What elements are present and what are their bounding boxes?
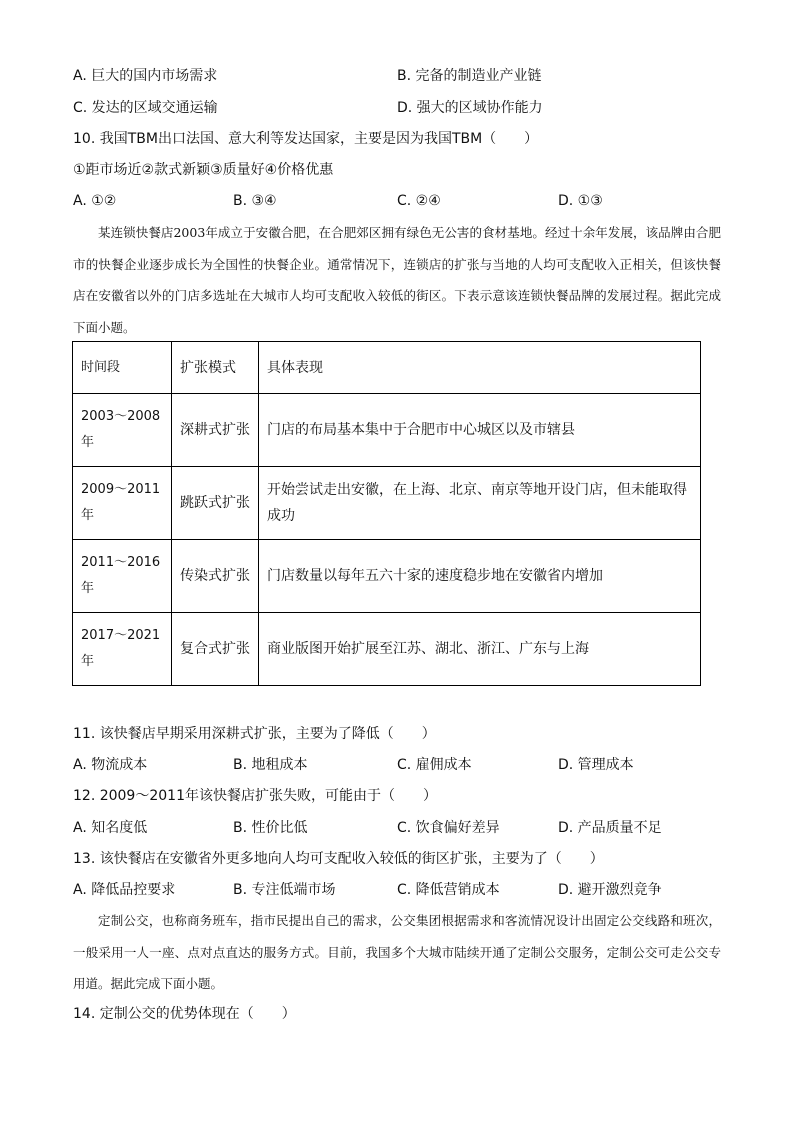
- table-cell-period: 2003～2008年: [73, 394, 172, 467]
- q13-option-d: D. 避开激烈竞争: [558, 882, 662, 898]
- q11-stem: 11. 该快餐店早期采用深耕式扩张，主要为了降低（ ）: [73, 726, 436, 742]
- table-cell-detail: 门店数量以每年五六十家的速度稳步地在安徽省内增加: [259, 540, 701, 613]
- q9-option-b: B. 完备的制造业产业链: [397, 68, 542, 84]
- table-cell-period: 2017～2021年: [73, 613, 172, 686]
- table-cell-mode: 跳跃式扩张: [172, 467, 259, 540]
- q12-option-b: B. 性价比低: [233, 820, 308, 836]
- q9-option-a: A. 巨大的国内市场需求: [73, 68, 218, 84]
- table-header-mode: 扩张模式: [172, 342, 259, 394]
- q10-items: ①距市场近②款式新颖③质量好④价格优惠: [73, 162, 334, 178]
- expansion-table: [72, 341, 701, 686]
- q12-stem: 12. 2009～2011年该快餐店扩张失败，可能由于（ ）: [73, 788, 437, 804]
- q10-option-d: D. ①③: [558, 193, 603, 209]
- table-cell-detail: 门店的布局基本集中于合肥市中心城区以及市辖县: [259, 394, 701, 467]
- q11-option-c: C. 雇佣成本: [397, 757, 472, 773]
- q10-option-b: B. ③④: [233, 193, 277, 209]
- table-cell-period: 2009～2011年: [73, 467, 172, 540]
- q13-option-c: C. 降低营销成本: [397, 882, 500, 898]
- table-row: [73, 540, 701, 613]
- q14-stem: 14. 定制公交的优势体现在（ ）: [73, 1006, 296, 1022]
- q11-option-d: D. 管理成本: [558, 757, 634, 773]
- q11-option-b: B. 地租成本: [233, 757, 308, 773]
- table-header-detail: 具体表现: [259, 342, 701, 394]
- table-cell-mode: 深耕式扩张: [172, 394, 259, 467]
- table-cell-period: 2011～2016年: [73, 540, 172, 613]
- table-header-period: 时间段: [73, 342, 172, 394]
- q12-option-c: C. 饮食偏好差异: [397, 820, 500, 836]
- table-cell-detail: 商业版图开始扩展至江苏、湖北、浙江、广东与上海: [259, 613, 701, 686]
- q13-option-b: B. 专注低端市场: [233, 882, 336, 898]
- q12-option-d: D. 产品质量不足: [558, 820, 662, 836]
- table-cell-detail: 开始尝试走出安徽，在上海、北京、南京等地开设门店，但未能取得成功: [259, 467, 701, 540]
- table-row: [73, 394, 701, 467]
- q9-option-d: D. 强大的区域协作能力: [397, 100, 543, 116]
- table-cell-mode: 复合式扩张: [172, 613, 259, 686]
- passage-custom-bus: 定制公交，也称商务班车，指市民提出自己的需求，公交集团根据需求和客流情况设计出固定公交线路和班次，一般采用一人一座、点对点直达的服务方式。目前，我国多个大城市陆续开通了定制公交服务，定制公交可走公交专用道。据此完成下面小题。: [73, 913, 721, 991]
- table-header-row: [73, 342, 701, 394]
- q12-option-a: A. 知名度低: [73, 820, 148, 836]
- q9-option-c: C. 发达的区域交通运输: [73, 100, 218, 116]
- q13-stem: 13. 该快餐店在安徽省外更多地向人均可支配收入较低的街区扩张，主要为了（ ）: [73, 851, 604, 867]
- table-row: [73, 467, 701, 540]
- q13-option-a: A. 降低品控要求: [73, 882, 176, 898]
- q10-option-a: A. ①②: [73, 193, 117, 209]
- q11-option-a: A. 物流成本: [73, 757, 148, 773]
- table-row: [73, 613, 701, 686]
- table-cell-mode: 传染式扩张: [172, 540, 259, 613]
- q10-stem: 10. 我国TBM出口法国、意大利等发达国家，主要是因为我国TBM（ ）: [73, 131, 539, 147]
- q10-option-c: C. ②④: [397, 193, 441, 209]
- passage-fast-food: 某连锁快餐店2003年成立于安徽合肥，在合肥郊区拥有绿色无公害的食材基地。经过十余年发展，该品牌由合肥市的快餐企业逐步成长为全国性的快餐企业。通常情况下，连锁店的扩张与当地的人均可支配收入正相关，但该快餐店在安徽省以外的门店多选址在大城市人均可支配收入较低的街区。下表示意该连锁快餐品牌的发展过程。据此完成下面小题。: [73, 225, 721, 335]
